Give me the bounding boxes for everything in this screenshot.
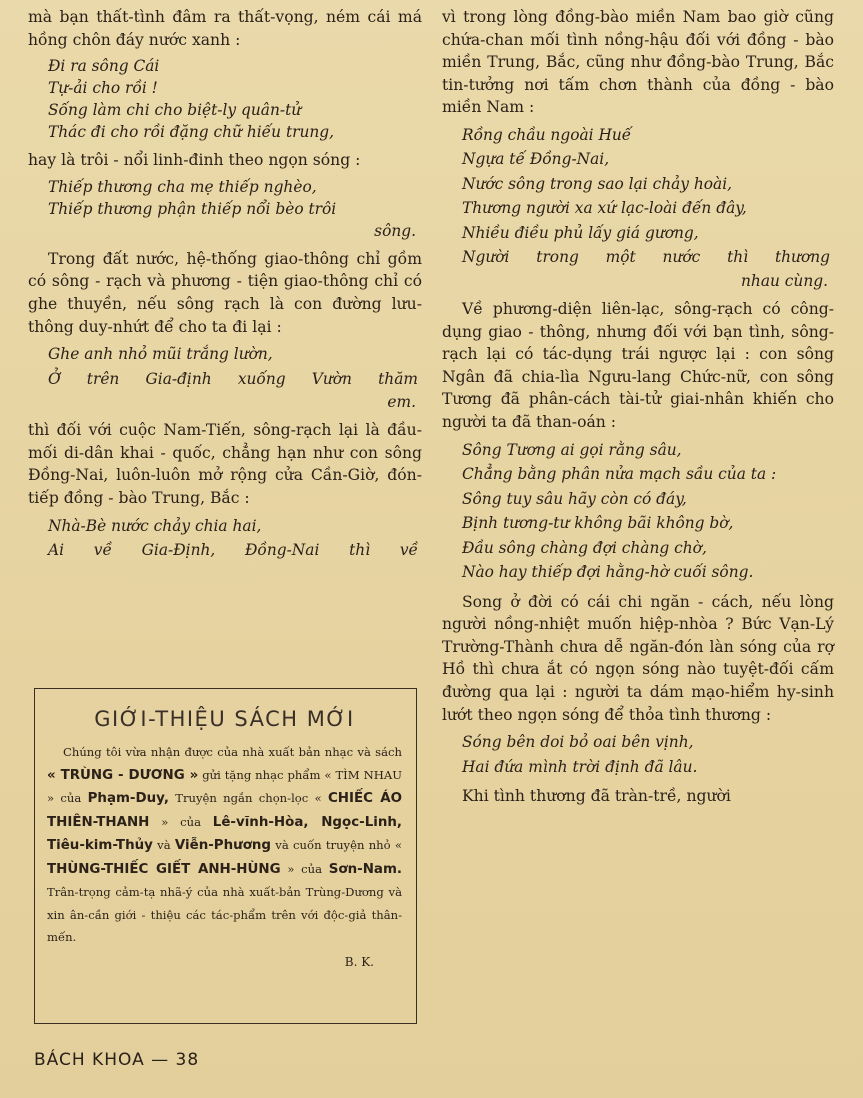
left-verse-4 bbox=[28, 514, 422, 563]
box-text: Truyện ngắn chọn-lọc « bbox=[168, 791, 328, 805]
box-body bbox=[47, 741, 402, 949]
left-verse-2 bbox=[28, 176, 422, 242]
verse-line: Rồng chầu ngoài Huế bbox=[462, 125, 632, 144]
left-paragraph-1: mà bạn thất-tình đâm ra thất-vọng, ném cái má hồng chôn đáy nước xanh : bbox=[28, 8, 422, 49]
publisher-name: « TRÙNG - DƯƠNG » bbox=[47, 767, 199, 783]
box-text: và cuốn truyện nhỏ « bbox=[271, 838, 402, 852]
verse-line: Người trong một nước thì thương bbox=[462, 248, 830, 267]
right-paragraph-2: Về phương-diện liên-lạc, sông-rạch có công-dụng giao - thông, nhưng đối với bạn tình, sông-rạch lại có tác-dụng trái ngược lại : con sông Ngân đã chia-lìa Ngưu-lang Chức-nữ, con sông Tương đã phân-cách tài-tử giai-nhân khiến cho người ta đã than-oán : bbox=[442, 299, 834, 431]
verse-line-continuation: nhau cùng. bbox=[741, 271, 828, 290]
verse-line: Nước sông trong sao lại chảy hoài, bbox=[462, 174, 733, 193]
verse-line: Nào hay thiếp đợi hằng-hờ cuối sông. bbox=[462, 563, 754, 582]
verse-line: Sông tuy sâu hãy còn có đáy, bbox=[462, 489, 687, 508]
right-paragraph-1: vì trong lòng đồng-bào miền Nam bao giờ cũng chứa-chan mối tình nồng-hậu đối với đồng - bào miền Trung, Bắc, cũng như đồng-bào Trung, Bắc tin-tưởng nơi tấm chơn thành của đồng - bào miền Nam : bbox=[442, 8, 834, 117]
box-signature: B. K. bbox=[344, 954, 374, 969]
box-text: Trân-trọng cảm-tạ nhã-ý của nhà xuất-bản Trùng-Dương và xin ân-cần giới - thiệu các tác-phẩm trên với độc-giả thân-mến. bbox=[47, 885, 402, 944]
verse-line: Ngựa tế Đồng-Nai, bbox=[462, 150, 610, 169]
box-title: GIỚI-THIỆU SÁCH MỚI bbox=[94, 707, 355, 731]
verse-line: Thác đi cho rồi đặng chữ hiếu trung, bbox=[48, 123, 335, 142]
verse-line: Tự-ải cho rồi ! bbox=[48, 79, 158, 98]
verse-line: Chẳng bằng phân nửa mạch sầu của ta : bbox=[462, 465, 777, 484]
right-paragraph-4: Khi tình thương đã tràn-trề, người bbox=[462, 787, 731, 806]
verse-line: Hai đứa mình trời định đã lâu. bbox=[462, 757, 698, 776]
book-title: THÙNG-THIẾC GIẾT ANH-HÙNG bbox=[47, 861, 281, 877]
verse-line: Sông Tương ai gọi rằng sâu, bbox=[462, 440, 682, 459]
left-paragraph-2: hay là trôi - nổi linh-đinh theo ngọn sóng : bbox=[28, 151, 361, 170]
left-verse-1 bbox=[28, 55, 422, 143]
right-column bbox=[442, 6, 834, 808]
box-text: » của bbox=[149, 814, 213, 829]
box-text: và bbox=[152, 838, 175, 852]
right-verse-2 bbox=[442, 438, 834, 585]
right-paragraph-3: Song ở đời có cái chi ngăn - cách, nếu lòng người nồng-nhiệt muốn hiệp-nhòa ? Bức Vạn-Lý Trường-Thành chưa dễ ngăn-đón làn sóng của rợ Hồ thì chưa ắt có ngọn sóng nào tuyệt-đối cấm đường qua lại : người ta dám mạo-hiểm hy-sinh lướt theo ngọn sóng để thỏa tình thương : bbox=[442, 592, 834, 724]
verse-line: Nhà-Bè nước chảy chia hai, bbox=[48, 516, 262, 535]
verse-line: Đi ra sông Cái bbox=[48, 57, 160, 76]
author-name: Sơn-Nam. bbox=[328, 861, 402, 877]
verse-line: Ghe anh nhỏ mũi trắng lườn, bbox=[48, 345, 273, 364]
verse-line: Sóng bên doi bỏ oai bên vịnh, bbox=[462, 733, 694, 752]
verse-line: Đầu sông chàng đợi chàng chờ, bbox=[462, 538, 707, 557]
verse-line: Bịnh tương-tư không bãi không bờ, bbox=[462, 514, 734, 533]
verse-line: Ở trên Gia-định xuống Vườn thăm bbox=[48, 369, 418, 388]
author-name: Phạm-Duy, bbox=[87, 791, 169, 806]
verse-line: Nhiều điều phủ lấy giá gương, bbox=[462, 223, 699, 242]
author-name: Viễn-Phương bbox=[174, 838, 272, 853]
book-title: CHIẾC ÁO THIÊN-THANH bbox=[47, 791, 402, 830]
left-paragraph-3: Trong đất nước, hệ-thống giao-thông chỉ gồm có sông - rạch và phương - tiện giao-thông chỉ có ghe thuyền, nếu sông rạch là con đường lưu-thông duy-nhứt để cho ta đi lại : bbox=[28, 249, 422, 336]
verse-line: Thiếp thương cha mẹ thiếp nghèo, bbox=[48, 177, 317, 196]
verse-line: Thương người xa xứ lạc-loài đến đây, bbox=[462, 199, 747, 218]
verse-line-continuation: em. bbox=[387, 393, 416, 412]
left-column bbox=[28, 6, 422, 569]
left-paragraph-4: thì đối với cuộc Nam-Tiến, sông-rạch lại là đầu-mối di-dân khai - quốc, chẳng hạn như con sông Đồng-Nai, luôn-luôn mở rộng cửa Cần-Giờ, đón-tiếp đồng - bào Trung, Bắc : bbox=[28, 421, 422, 507]
left-verse-3 bbox=[28, 342, 422, 413]
box-text: gửi tặng nhạc phẩm « TÌM NHAU » của bbox=[47, 767, 402, 805]
box-text: Chúng tôi vừa nhận được của nhà xuất bản nhạc và sách bbox=[63, 745, 402, 759]
author-names: Lê-vĩnh-Hòa, Ngọc-Linh, Tiêu-kim-Thủy bbox=[47, 814, 402, 853]
verse-line-continuation: sông. bbox=[374, 221, 416, 240]
box-text: » của bbox=[280, 861, 329, 876]
right-verse-3 bbox=[442, 730, 834, 779]
page-footer: BÁCH KHOA — 38 bbox=[34, 1050, 200, 1070]
right-verse-1 bbox=[442, 123, 834, 292]
verse-line: Sống làm chi cho biệt-ly quân-tử bbox=[48, 101, 302, 120]
verse-line: Ai về Gia-Định, Đồng-Nai thì về bbox=[48, 541, 418, 560]
new-books-box bbox=[34, 688, 417, 1024]
verse-line: Thiếp thương phận thiếp nổi bèo trôi bbox=[48, 199, 337, 218]
